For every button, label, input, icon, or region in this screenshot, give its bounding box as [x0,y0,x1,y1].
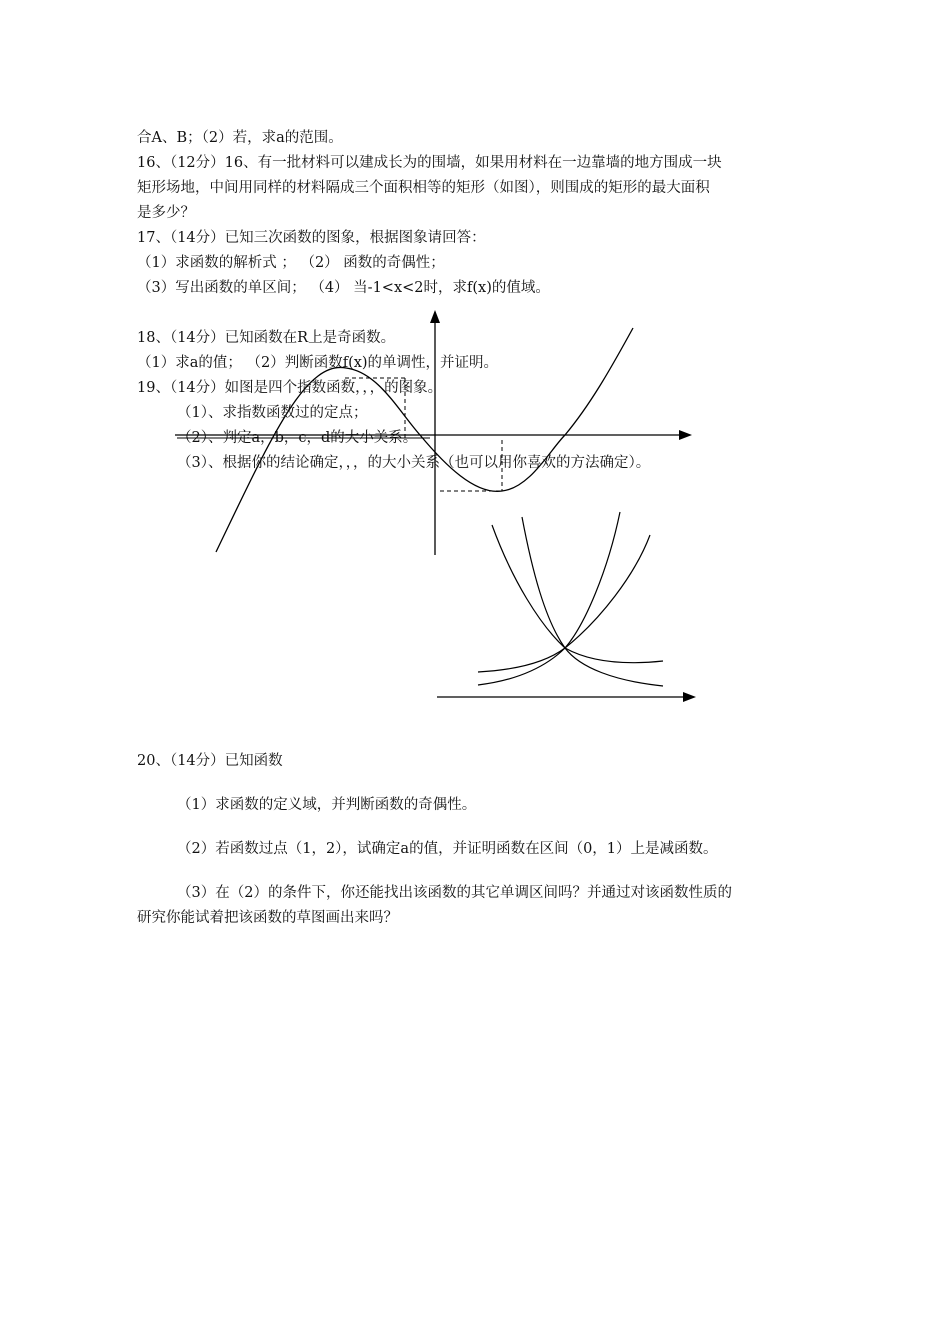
problem15-continued: 合A、B；（2）若，求a的范围。 [137,130,343,146]
problem20-part3-line2: 研究你能试着把该函数的草图画出来吗？ [137,910,398,926]
problem16-line3: 是多少？ [137,205,195,221]
problem17-parts-1-2: （1）求函数的解析式 ； （2） 函数的奇偶性； [137,255,445,271]
problem17-heading: 17、（14分）已知三次函数的图象，根据图象请回答： [137,230,486,246]
problem19-part2: （2）、判定a，b，c，d的大小关系。 [177,430,418,446]
problem20-part3-line1: （3）在（2）的条件下，你还能找出该函数的其它单调区间吗？并通过对该函数性质的 [177,885,732,901]
problem19-heading: 19、（14分）如图是四个指数函数，，，的图象。 [137,380,443,396]
problem19-part1: （1）、求指数函数过的定点； [177,405,368,421]
problem16-line1: 16、（12分）16、有一批材料可以建成长为的围墙，如果用材料在一边靠墙的地方围成一块 [137,155,722,171]
problem20-part2: （2）若函数过点（1，2），试确定a的值，并证明函数在区间（0，1）上是减函数。 [177,841,718,857]
problem18-parts: （1）求a的值； （2）判断函数f(x)的单调性，并证明。 [137,355,499,371]
problem20-heading: 20、（14分）已知函数 [137,753,283,769]
problem17-parts-3-4: （3）写出函数的单区间； （4） 当-1<x<2时，求f(x)的值域。 [137,280,550,296]
problem16-line2: 矩形场地，中间用同样的材料隔成三个面积相等的矩形（如图），则围成的矩形的最大面积 [137,180,710,196]
problem18-heading: 18、（14分）已知函数在R上是奇函数。 [137,330,396,346]
problem19-part3: （3）、根据你的结论确定，，，的大小关系（也可以用你喜欢的方法确定）。 [177,455,651,471]
problem20-part1: （1）求函数的定义域，并判断函数的奇偶性。 [177,797,477,813]
